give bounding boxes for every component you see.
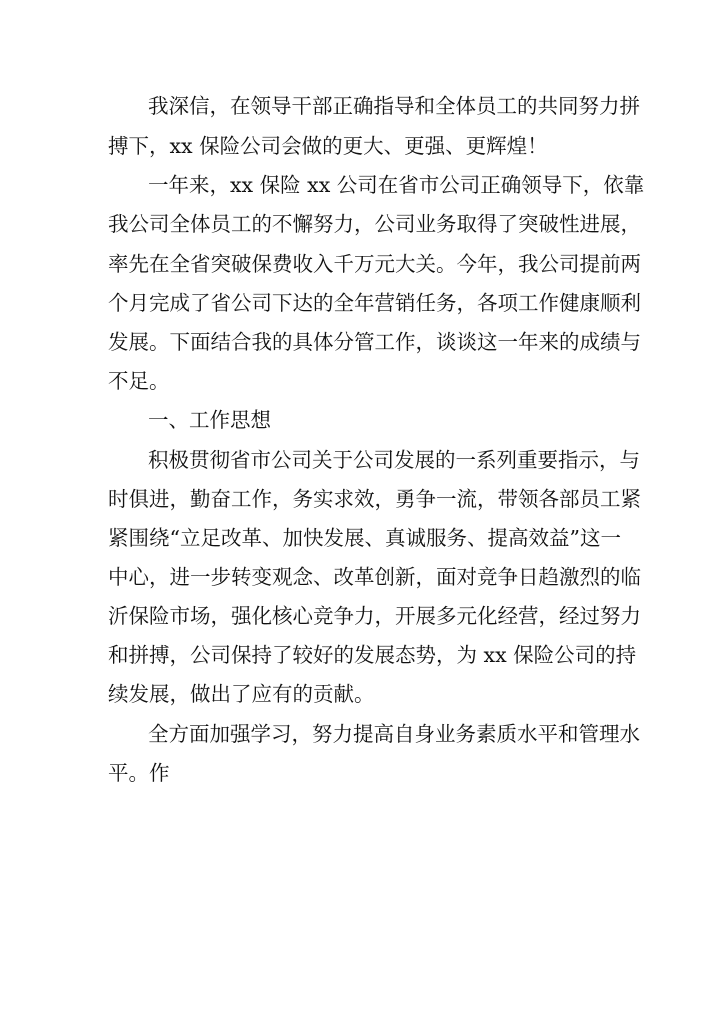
section-heading: 一、工作思想 (148, 408, 271, 432)
paragraph-3-line-2: 时俱进，勤奋工作，务实求效，勇争一流，带领各部员工紧 (108, 487, 641, 511)
paragraph-2-line-1: 一年来，xx 保险 xx 公司在省市公司正确领导下，依靠 (148, 173, 645, 197)
paragraph-2-line-3: 率先在全省突破保费收入千万元大关。今年，我公司提前两 (108, 252, 641, 276)
paragraph-1-line-2: 搏下，xx 保险公司会做的更大、更强、更辉煌！ (108, 134, 548, 158)
paragraph-3-line-4: 中心，进一步转变观念、改革创新，面对竞争日趋激烈的临 (108, 565, 641, 589)
paragraph-3-line-1: 积极贯彻省市公司关于公司发展的一系列重要指示，与 (148, 448, 640, 472)
paragraph-2-line-4: 个月完成了省公司下达的全年营销任务，各项工作健康顺利 (108, 291, 641, 315)
paragraph-4-line-2: 平。作 (108, 761, 170, 785)
paragraph-3-line-5: 沂保险市场，强化核心竞争力，开展多元化经营，经过努力 (108, 604, 641, 628)
paragraph-4-line-1: 全方面加强学习，努力提高自身业务素质水平和管理水 (148, 722, 640, 746)
paragraph-2-line-5: 发展。下面结合我的具体分管工作，谈谈这一年来的成绩与 (108, 330, 641, 354)
paragraph-2-line-6: 不足。 (108, 369, 170, 393)
paragraph-3-line-3: 紧围绕“立足改革、加快发展、真诚服务、提高效益”这一 (108, 526, 621, 550)
paragraph-2-line-2: 我公司全体员工的不懈努力，公司业务取得了突破性进展， (108, 212, 641, 236)
paragraph-3-line-7: 续发展，做出了应有的贡献。 (108, 682, 375, 706)
paragraph-1-line-1: 我深信，在领导干部正确指导和全体员工的共同努力拼 (148, 94, 640, 118)
paragraph-3-line-6: 和拼搏，公司保持了较好的发展态势，为 xx 保险公司的持 (108, 643, 637, 667)
